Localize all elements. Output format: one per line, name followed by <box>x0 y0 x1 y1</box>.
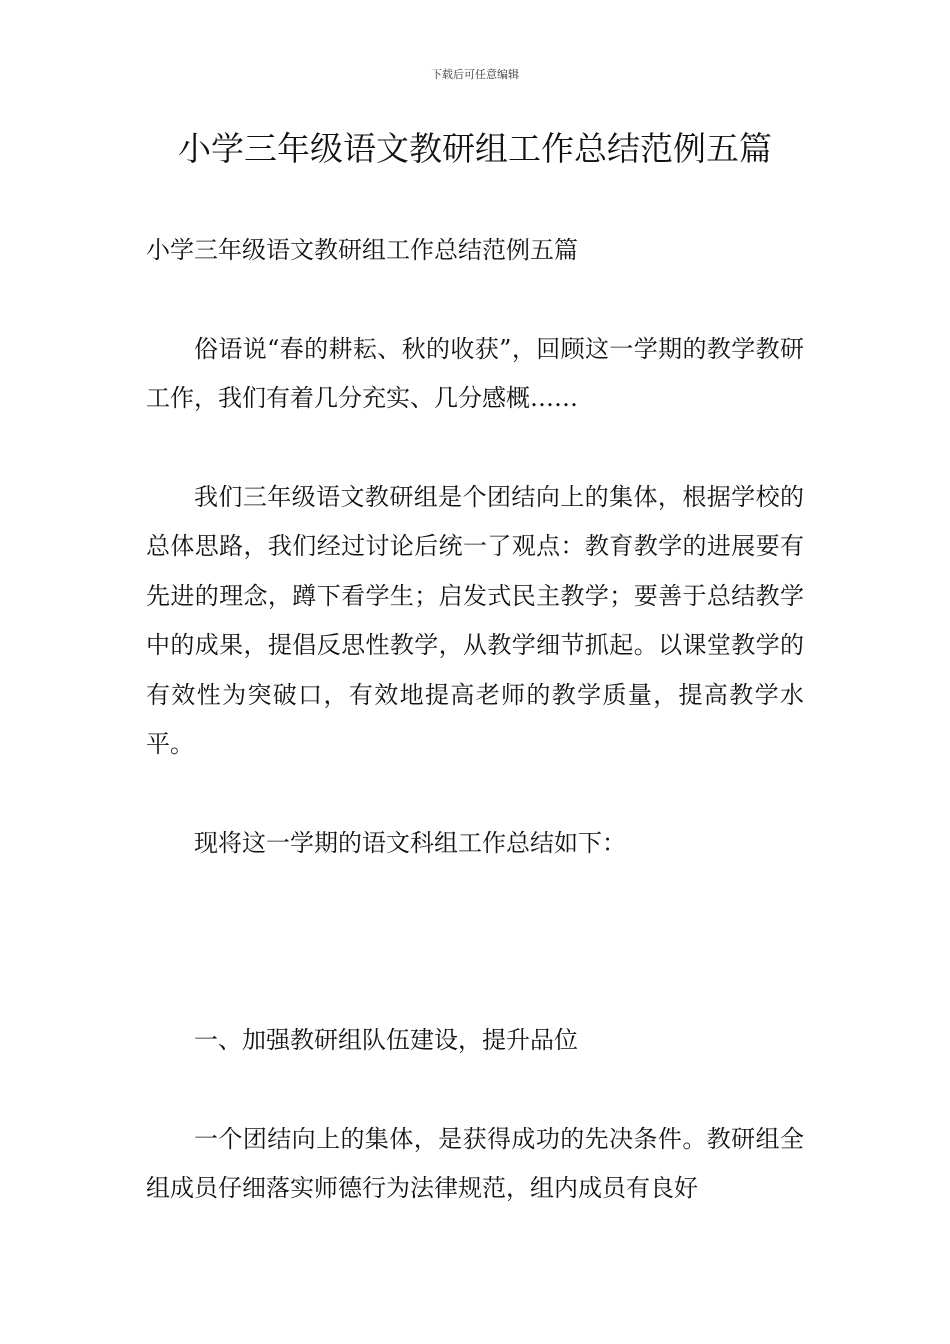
paragraph-intro: 俗语说“春的耕耘、秋的收获”，回顾这一学期的教学教研工作，我们有着几分充实、几分感概…… <box>146 334 804 412</box>
document-body <box>146 226 804 1214</box>
paragraph-group-description: 我们三年级语文教研组是个团结向上的集体，根据学校的总体思路，我们经过讨论后统一了观点：教育教学的进展要有先进的理念，蹲下看学生；启发式民主教学；要善于总结教学中的成果，提倡反思性教学，从教学细节抓起。以课堂教学的有效性为突破口，有效地提高老师的教学质量，提高教学水平。 <box>146 482 804 758</box>
paragraph-summary-lead: 现将这一学期的语文科组工作总结如下： <box>194 828 626 857</box>
document-title: 小学三年级语文教研组工作总结范例五篇 <box>178 129 772 168</box>
section-heading-1: 一、加强教研组队伍建设，提升品位 <box>194 1026 578 1054</box>
page-header-note: 下载后可任意编辑 <box>431 68 519 81</box>
document-subtitle: 小学三年级语文教研组工作总结范例五篇 <box>146 236 578 264</box>
paragraph-section-1: 一个团结向上的集体，是获得成功的先决条件。教研组全组成员仔细落实师德行为法律规范，组内成员有良好 <box>146 1124 804 1202</box>
